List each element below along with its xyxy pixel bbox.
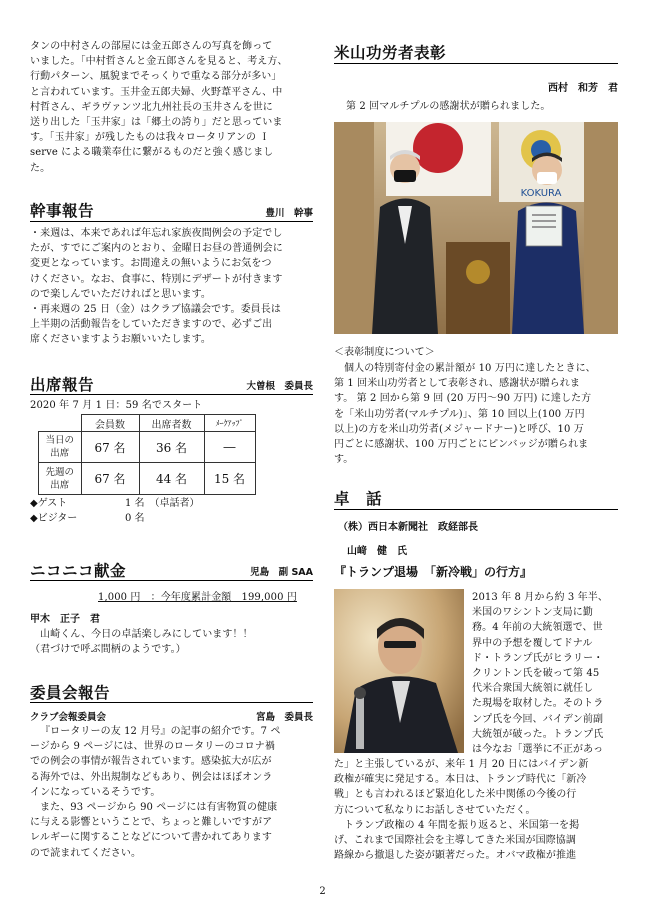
visitor-line [30, 511, 200, 526]
text-line: また、93 ページから 90 ページには有害物質の健康 [40, 802, 278, 814]
text-line: 大統領が破った。トランプ氏 [472, 728, 604, 740]
table-corner [39, 415, 82, 432]
byline-committee: 宮島 委員長 [255, 712, 313, 723]
text-line: す。「玉井家」が残したものは我々ロータリアンの Ｉ [30, 132, 270, 144]
text-line: トランプ政権の 4 年間を振り返ると、米国第一を掲 [344, 819, 580, 831]
talk-wrapped-text [472, 590, 618, 757]
text-line: 路線から撤退した姿が顕著だった。オバマ政権が推進 [334, 850, 577, 862]
table-cell: 36 名 [139, 432, 204, 463]
text-line: たが、すでにご案内のとおり、金曜日お昼の普通例会に [30, 243, 283, 255]
guest-visitor-list [30, 496, 200, 526]
table-cell: 67 名 [81, 432, 139, 463]
text-line: に与える影響ということで、ちょっと難しいですがア [30, 817, 273, 829]
text-line: 『ロータリーの友 12 月号』の記事の紹介です。7 ペ [40, 726, 281, 737]
text-line: と言われています。玉井金五郎夫婦、火野葦平さん、中 [30, 86, 283, 98]
byline-niko: 児島 副 SAA [250, 567, 313, 578]
table-cell: ― [204, 432, 255, 463]
text-line: 務。4 年前の大統領選で、世 [472, 622, 603, 634]
text-line: 方について私なりにお話しさせていただく。 [334, 804, 536, 816]
text-line: 第 1 回米山功労者として表彰され、感謝状が贈られま [334, 378, 580, 390]
byline-attendance: 大曽根 委員長 [246, 381, 313, 392]
niko-amount: 1,000 円 ：今年度累計金額 199,000 円 [98, 592, 297, 603]
table-header: ﾒｰｸｱｯﾌﾟ [204, 415, 255, 432]
section-title-committee: 委員会報告 [30, 684, 111, 702]
award-photo-graphic [334, 122, 618, 334]
divider [30, 221, 313, 222]
committee-subtitle: クラブ会報委員会 [30, 712, 107, 723]
text-line: 2013 年 8 月から約 3 年半、 [472, 592, 608, 603]
section-title-award: 米山功労者表彰 [334, 44, 447, 62]
text-line: 席くださいますようお願いいたします。 [30, 334, 211, 346]
text-line: インになっているそうです。 [30, 786, 161, 798]
text-line: 代米合衆国大統領に就任し [472, 683, 594, 695]
text-line: （君づけで呼ぶ間柄のようです。） [30, 644, 186, 656]
award-photo [334, 122, 618, 334]
niko-donor: 甲木 正子 君 [30, 614, 100, 625]
text-line: た」と主張しているが、来年 1 月 20 日にはバイデン新 [334, 759, 589, 770]
text-line: る海外では、外出規制などもあり、例会はほぼオンラ [30, 771, 273, 783]
talk-speaker: 山﨑 健 氏 [347, 546, 407, 557]
table-cell: 15 名 [204, 463, 255, 495]
text-line: 政権が確実に発足する。本日は、トランプ時代に「新冷 [334, 774, 587, 786]
table-row [39, 463, 256, 495]
text-line: レルギーに関することなどについて書かれてあります [30, 832, 272, 844]
text-line: いました。「中村哲さんと金五郎さんを見ると、考え方、 [30, 56, 288, 68]
text-line: た現場を取材した。そのトラ [472, 698, 604, 710]
divider [30, 394, 313, 395]
byline-award: 西村 和芳 君 [548, 83, 618, 94]
committee-body [30, 724, 313, 861]
byline-kanji: 豊川 幹事 [265, 208, 313, 219]
text-line: 戦」とも言われるほど緊迫化した米中関係の今後の行 [334, 789, 577, 801]
text-line: 変更となっています。お間違えの無いようにお気をつ [30, 258, 272, 270]
page-number: 2 [319, 886, 326, 897]
text-line: 米国のワシントン支局に勤 [472, 607, 593, 619]
text-line: 界中の予想を覆してドナル [472, 637, 593, 649]
talk-topic: 『トランプ退場 「新冷戦」の行方』 [334, 565, 533, 579]
banner-text: KOKURA [520, 188, 562, 199]
table-row [39, 432, 256, 463]
table-cell: 44 名 [139, 463, 204, 495]
text-line: す。 [334, 454, 354, 466]
text-line: 上半期の活動報告をしていただきますので、必ずご出 [30, 319, 273, 331]
text-line: 行動パターン、風貌までそっくりで重なる部分が多い」 [30, 71, 282, 83]
text-line: 以上)の方を米山功労者(メジャードナー)と呼び、10 万 [334, 423, 584, 435]
table-header: 会員数 [81, 415, 139, 432]
section-title-niko: ニコニコ献金 [30, 562, 127, 580]
visitor-label: ◆ビジター [30, 513, 78, 524]
kanji-report-body [30, 226, 313, 348]
row-label [39, 432, 82, 463]
row-label [39, 463, 82, 495]
talk-organization: （株）西日本新聞社 政経部長 [338, 522, 478, 533]
text-line: た。 [30, 162, 51, 174]
text-line: 円ごとに感謝状、100 万円ごとにピンバッジが贈られま [334, 439, 589, 451]
section-title-talk: 卓 話 [334, 490, 383, 508]
divider [334, 63, 618, 64]
table-row [39, 415, 256, 432]
text-line: タンの中村さんの部屋には金五郎さんの写真を飾って [30, 41, 273, 52]
attendance-table [38, 414, 256, 495]
divider [334, 509, 618, 510]
speaker-photo [334, 589, 464, 753]
text-line: は今なお「選挙に不正があっ [472, 744, 604, 756]
speaker-photo-graphic [334, 589, 464, 753]
award-body [334, 361, 618, 467]
text-line: 個人の特別寄付金の累計額が 10 万円に達したときに、 [344, 363, 596, 374]
text-line: けください。なお、食事に、特別にデザートが付きます [30, 273, 283, 285]
text-line: クリントン氏を破って第 45 [472, 668, 600, 680]
text-line: す。 第 2 回から第 9 回 (20 万円～90 万円) に達した方 [334, 393, 592, 405]
guest-line [30, 496, 200, 511]
row-label-line: 出席 [50, 479, 70, 491]
text-line: ・来週は、本来であれば年忘れ家族夜間例会の予定でし [30, 228, 283, 239]
text-line: での例会の事情が報告されています。感染拡大が広が [30, 756, 272, 768]
text-line: 山崎くん、今日の卓話楽しみにしています！！ [40, 629, 253, 640]
table-header: 出席者数 [139, 415, 204, 432]
text-line: ド・トランプ氏がヒラリー・ [472, 652, 604, 664]
niko-message [30, 627, 313, 657]
award-caption: 第 2 回マルチプルの感謝状が贈られました。 [346, 101, 551, 112]
text-line: 村哲さん、ギラヴァンツ北九州社長の玉井さんを世に [30, 101, 273, 113]
text-line: 送り出した「玉井家」は「郷土の誇り」だと思っていま [30, 117, 283, 129]
divider [30, 580, 313, 581]
row-label-line: 先週の [45, 466, 74, 478]
section-title-kanji: 幹事報告 [30, 202, 95, 220]
talk-body [334, 757, 618, 863]
intro-paragraph [30, 39, 313, 176]
section-title-attendance: 出席報告 [30, 376, 95, 394]
guest-label: ◆ゲスト [30, 498, 68, 509]
visitor-value: 0 名 [125, 513, 145, 524]
row-label-line: 当日の [45, 435, 74, 446]
row-label-line: 出席 [50, 448, 70, 459]
text-line: ので楽しんでいただければと思います。 [30, 288, 211, 300]
divider [30, 702, 313, 703]
text-line: ・再来週の 25 日（金）はクラブ協議会です。委員長は [30, 304, 281, 316]
text-line: ンプ氏を今回、バイデン前副 [472, 713, 604, 725]
text-line: ージから 9 ページには、世界のロータリーのコロナ禍 [30, 741, 275, 753]
attendance-date-line: 2020 年 7 月 1 日：59 名でスタート [30, 400, 203, 411]
table-cell: 67 名 [81, 463, 139, 495]
text-line: serve による職業奉仕に繋がるものだと強く感じまし [30, 147, 274, 159]
text-line: げ、これまで国際社会を主導してきた米国が国際協調 [334, 835, 576, 847]
text-line: ので読まれてください。 [30, 847, 142, 859]
award-section-label: ＜表彰制度について＞ [334, 347, 435, 358]
guest-value: 1 名 （卓話者） [125, 498, 200, 509]
text-line: を「米山功労者(マルチプル)」、第 10 回以上(100 万円 [334, 408, 585, 420]
